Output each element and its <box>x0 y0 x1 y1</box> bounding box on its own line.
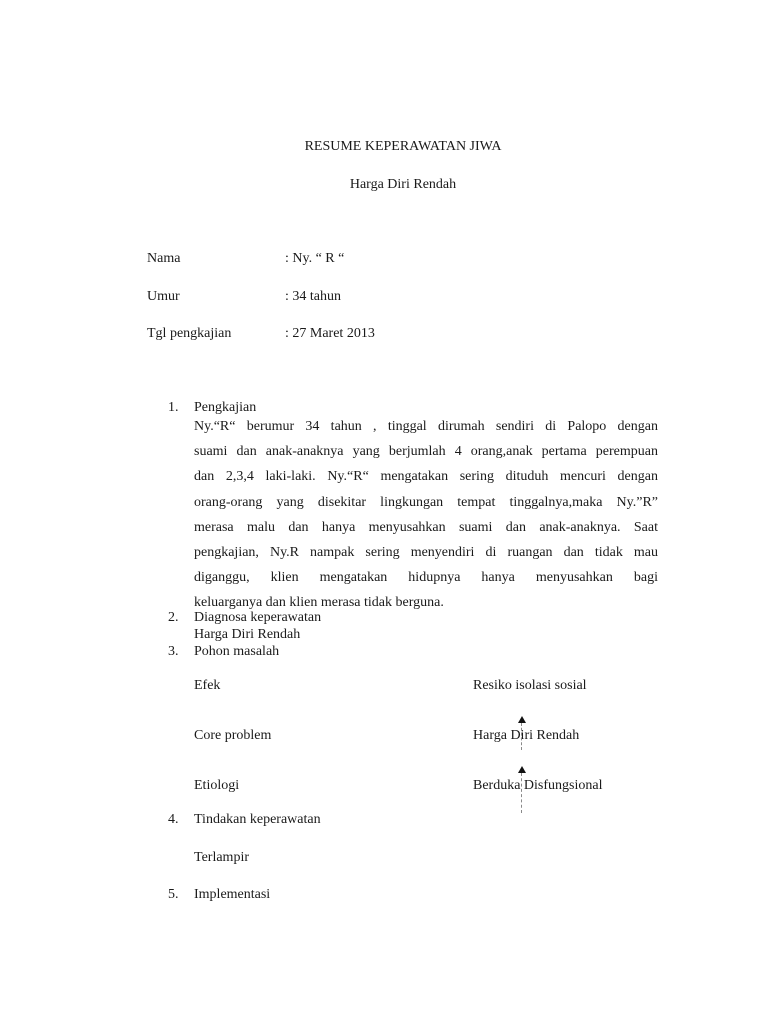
identity-value-age: : 34 tahun <box>285 289 341 304</box>
section-number: 5. <box>168 887 179 902</box>
identity-value-date: : 27 Maret 2013 <box>285 326 375 341</box>
identity-label-name: Nama <box>147 251 181 266</box>
arrow-connector <box>521 723 522 750</box>
tree-label-etiologi: Etiologi <box>194 778 240 793</box>
paragraph-line: pengkajian, Ny.R nampak sering menyendiri di ruangan dan tidak mau <box>194 544 658 560</box>
tree-label-efek: Efek <box>194 678 221 693</box>
section-number: 3. <box>168 644 179 659</box>
diagnosa-detail: Harga Diri Rendah <box>194 627 301 642</box>
section-heading-pohon-masalah: Pohon masalah <box>194 644 280 659</box>
tree-value-efek: Resiko isolasi sosial <box>473 678 587 693</box>
section-number: 1. <box>168 400 179 415</box>
arrow-up-icon <box>518 766 526 773</box>
tree-value-core-problem: Harga Diri Rendah <box>473 728 580 743</box>
paragraph-line: orang-orang yang disekitar lingkungan tempat tinggalnya,maka Ny.”R” <box>194 494 658 510</box>
section-number: 2. <box>168 610 179 625</box>
document-subtitle: Harga Diri Rendah <box>349 177 457 192</box>
document-title: RESUME KEPERAWATAN JIWA <box>304 139 502 154</box>
section-heading-implementasi: Implementasi <box>194 887 271 902</box>
paragraph-line: suami dan anak-anaknya yang berjumlah 4 orang,anak pertama perempuan <box>194 444 658 460</box>
paragraph-line: keluarganya dan klien merasa tidak berguna. <box>194 595 444 611</box>
section-number: 4. <box>168 812 179 827</box>
section-heading-diagnosa: Diagnosa keperawatan <box>194 610 322 625</box>
tree-label-core-problem: Core problem <box>194 728 272 743</box>
arrow-up-icon <box>518 716 526 723</box>
identity-value-name: : Ny. “ R “ <box>285 251 345 266</box>
section-heading-tindakan: Tindakan keperawatan <box>194 812 321 827</box>
tree-value-etiologi: Berduka Disfungsional <box>473 778 603 793</box>
tindakan-detail: Terlampir <box>194 850 249 865</box>
pengkajian-paragraph <box>194 414 658 616</box>
paragraph-line: Ny.“R“ berumur 34 tahun , tinggal dirumah sendiri di Palopo dengan <box>194 419 658 434</box>
section-heading-pengkajian: Pengkajian <box>194 400 257 415</box>
paragraph-line: merasa malu dan hanya menyusahkan suami dan anak-anaknya. Saat <box>194 519 658 535</box>
paragraph-line: diganggu, klien mengatakan hidupnya hanya menyusahkan bagi <box>194 570 658 586</box>
paragraph-line: dan 2,3,4 laki-laki. Ny.“R“ mengatakan sering dituduh mencuri dengan <box>194 469 658 485</box>
arrow-connector <box>521 773 522 813</box>
identity-label-date: Tgl pengkajian <box>147 326 232 341</box>
identity-label-age: Umur <box>147 289 180 304</box>
